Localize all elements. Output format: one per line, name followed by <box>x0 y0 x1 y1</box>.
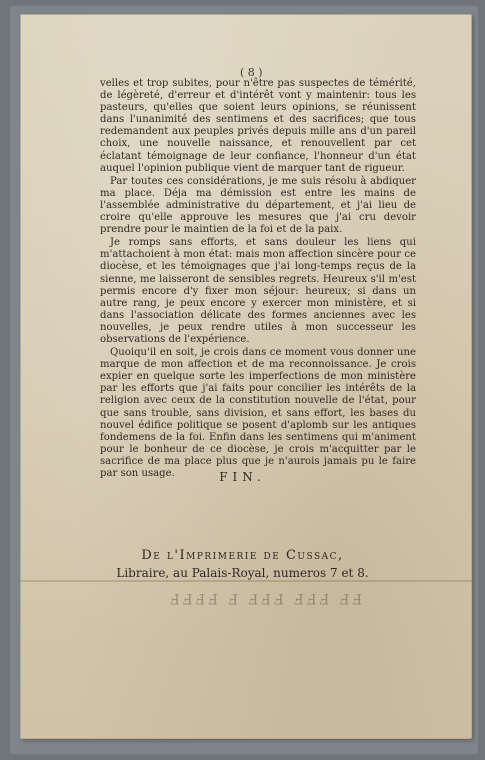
imprint-address: Libraire, au Palais-Royal, numeros 7 et 8. <box>116 566 369 580</box>
paragraph-3: Je romps sans efforts, et sans douleur les liens qui m'attachoient à mon état: mais mon affection sincère pour ce diocèse, et les témoignages que j'ai long-temps reçus de la sienne, me laisseront de sensibles regrets. Heureux s'il m'est permis encore d'y fixer mon séjour: heureux; si dans un autre rang, je peux encore y exercer mon ministère, et si dans l'association délicate des formes anciennes avec les nouvelles, je peux rendre utiles à mon successeur les observations de l'expérience. <box>100 237 416 345</box>
imprint-printer: De l'Imprimerie de Cussac, <box>141 548 344 563</box>
ink-bleed-through: ꟻꟻꟻꟻ ꟻ ꟻꟻꟻ ꟻꟻꟻ ꟻꟻ <box>170 590 366 606</box>
paragraph-1: velles et trop subites, pour n'être pas suspectes de témérité, de légèreté, d'erreur et d'intérêt vont y maintenir: tous les pasteurs, qu'elles que soient leurs opinions, se réunissent dans l'unanimité des sentimens et des sacrifices; que tous redemandent aux peuples privés depuis mille ans d'un pareil choix, une nouvelle naissance, et renouvellent par cet éclatant témoignage de leur confiance, l'honneur d'un état auquel l'opinion publique vient de marquer tant de rigueur. <box>100 78 416 174</box>
fin-heading: FIN. <box>219 470 266 484</box>
body-text <box>100 78 416 481</box>
paragraph-4: Quoiqu'il en soit, je crois dans ce moment vous donner une marque de mon affection et de ma reconnoissance. Je crois expier en quelque sorte les imperfections de mon ministère par les efforts que j'ai faits pour concilier les intérêts de la religion avec ceux de la constitution nouvelle de l'état, pour que sans trouble, sans division, et sans effort, les bases du nouvel édifice politique se posent d'aplomb sur les antiques fondemens de la foi. Enfin dans les sentimens qui m'animent pour le bonheur de ce diocèse, je crois m'acquitter par le sacrifice de ma place plus que je n'aurois jamais pu le faire par son usage. <box>100 347 416 479</box>
paragraph-2: Par toutes ces considérations, je me suis résolu à abdiquer ma place. Déja ma démission est entre les mains de l'assemblée administrative du département, et j'ai lieu de croire qu'elle approuve les mesures que j'ai cru devoir prendre pour le maintien de la foi et de la paix. <box>100 175 416 236</box>
page-number: ( 8 ) <box>240 66 263 79</box>
